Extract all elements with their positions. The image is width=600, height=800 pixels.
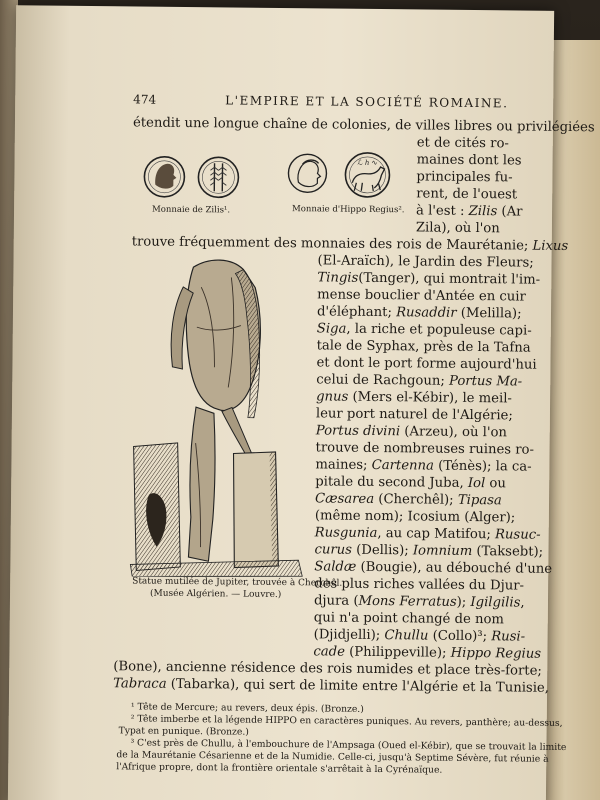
text-line: Rusgunia, au cap Matifou; Rusuc- — [314, 525, 541, 543]
jupiter-statue-engraving — [128, 246, 309, 578]
text-line: étendit une longue chaîne de colonies, de villes libres ou privilégiées — [132, 115, 595, 136]
book-page — [8, 5, 595, 800]
text-line: Tabraca (Tabarka), qui sert de limite entre l'Algérie et la Tunisie, — [113, 676, 550, 696]
zilis-coin-reverse — [198, 157, 238, 197]
footnote-1: ¹ Tête de Mercure; au revers, deux épis. (Bronze.) — [130, 701, 364, 715]
text-line: gnus (Mers el-Kébir), le meil- — [316, 389, 512, 407]
statue-caption-line1: Statue mutilée de Jupiter, trouvée à Cherchêl. — [132, 576, 343, 589]
text-line: (même nom); Icosium (Alger); — [314, 508, 516, 526]
text-line: djura (Mons Ferratus); Igilgilis, — [313, 593, 525, 611]
text-line: trouve fréquemment des monnaies des rois de Maurétanie; Lixus — [131, 234, 569, 254]
statue-caption-line2: (Musée Algérien. — Louvre.) — [149, 588, 282, 601]
text-line: à l'est : Zilis (Ar — [415, 203, 523, 220]
text-line: Cæsarea (Cherchêl); Tipasa — [314, 491, 502, 509]
text-line: Saldæ (Bougie), au débouché d'une — [314, 559, 553, 577]
zilis-coin-obverse — [144, 157, 184, 197]
text-line: des plus riches vallées du Djur- — [314, 576, 525, 594]
zilis-coin-caption: Monnaie de Zilis¹. — [152, 204, 231, 216]
text-line: (Djidjelli); Chullu (Collo)³; Rusi- — [313, 627, 526, 645]
text-line: celui de Rachgoun; Portus Ma- — [316, 372, 523, 390]
page-header — [133, 92, 533, 111]
text-line: d'éléphant; Rusaddir (Melilla); — [316, 304, 522, 322]
text-line: et dont le port forme aujourd'hui — [316, 355, 537, 373]
page-number: 474 — [133, 92, 157, 107]
page-content — [8, 5, 595, 800]
footnote-2-cont: Typat en punique. (Bronze.) — [118, 725, 249, 738]
text-line: trouve de nombreuses ruines ro- — [315, 440, 535, 458]
hippo-coin-reverse — [345, 153, 389, 197]
text-line: maines; Cartenna (Ténès); la ca- — [315, 457, 532, 475]
text-line: Tingis(Tanger), qui montrait l'im- — [317, 270, 541, 288]
footnote-3: ³ C'est près de Chullu, à l'embouchure de l'Ampsaga (Oued el-Kébir), que se trouvait la limite — [130, 737, 567, 754]
text-line: leur port naturel de l'Algérie; — [315, 406, 513, 424]
footnote-2: ² Tête imberbe et la légende HIPPO en caractères puniques. Au revers, panthère; au-dessus, — [130, 713, 563, 729]
text-line: cade (Philippeville); Hippo Regius — [313, 644, 542, 662]
running-title: L'EMPIRE ET LA SOCIÉTÉ ROMAINE. — [225, 93, 509, 111]
statue-illustration — [128, 246, 343, 601]
text-line: (El-Araïch), le Jardin des Fleurs; — [317, 253, 534, 271]
text-line: Zila), où l'on — [415, 220, 500, 237]
text-line: curus (Dellis); Iomnium (Taksebt); — [314, 542, 544, 560]
footnote-3-cont2: l'Afrique propre, dont la frontière orientale s'arrêtait à la Cyrénaïque. — [116, 761, 443, 776]
svg-text:ℒ ℎ ∿: ℒ ℎ ∿ — [357, 158, 378, 167]
text-line: (Bone), ancienne résidence des rois numides et place très-forte; — [113, 659, 542, 679]
text-line: et de cités ro- — [416, 135, 509, 152]
text-line: rent, de l'ouest — [416, 186, 518, 203]
text-line: Siga, la riche et populeuse capi- — [316, 321, 532, 339]
hippo-coin-caption: Monnaie d'Hippo Regius². — [292, 204, 405, 216]
footnote-3-cont1: de la Maurétanie Césarienne et de la Numidie. Celle-ci, jusqu'à Septime Sévère, fut réunie à — [116, 749, 549, 765]
text-line: Portus divini (Arzeu), où l'on — [315, 423, 508, 441]
text-line: tale de Syphax, près de la Tafna — [316, 338, 531, 356]
text-line: pitale du second Juba, Iol ou — [315, 474, 506, 492]
text-line: mense bouclier d'Antée en cuir — [317, 287, 526, 305]
hippo-coin-obverse — [288, 154, 326, 192]
coin-illustrations — [142, 145, 413, 223]
text-line: qui n'a point changé de nom — [313, 610, 505, 628]
text-line: principales fu- — [416, 169, 513, 186]
text-line: maines dont les — [416, 152, 522, 169]
